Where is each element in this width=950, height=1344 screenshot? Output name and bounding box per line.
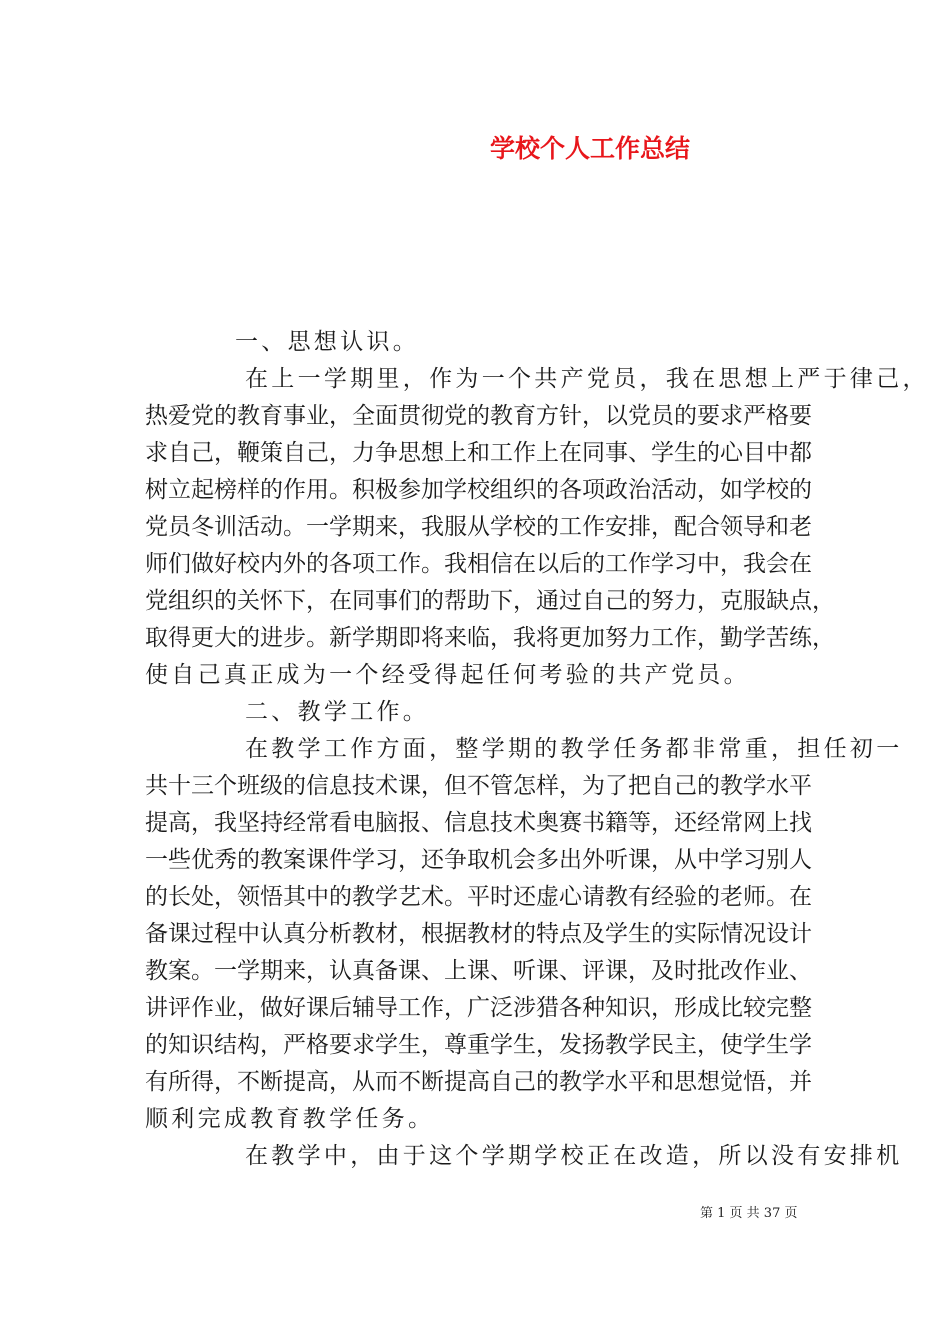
paragraph-line: 顺利完成教育教学任务。 (145, 1106, 435, 1132)
paragraph-line: 党组织的关怀下，在同事们的帮助下，通过自己的努力，克服缺点， (145, 588, 835, 614)
paragraph-line: 讲评作业，做好课后辅导工作，广泛涉猎各种知识，形成比较完整 (145, 995, 812, 1021)
paragraph-line: 树立起榜样的作用。积极参加学校组织的各项政治活动，如学校的 (145, 477, 812, 503)
paragraph-line: 有所得，不断提高，从而不断提高自己的教学水平和思想觉悟，并 (145, 1069, 812, 1095)
paragraph-line: 的长处，领悟其中的教学艺术。平时还虚心请教有经验的老师。在 (145, 884, 812, 910)
section-heading: 一、思想认识。 (235, 329, 420, 355)
paragraph-line: 共十三个班级的信息技术课，但不管怎样，为了把自己的教学水平 (145, 773, 812, 799)
document-body (145, 324, 929, 1175)
paragraph-line: 教案。一学期来，认真备课、上课、听课、评课，及时批改作业、 (145, 958, 812, 984)
paragraph-line: 在上一学期里，作为一个共产党员，我在思想上严于律己， (245, 366, 929, 392)
page-number-footer: 第 1 页 共 37 页 (700, 1206, 798, 1221)
paragraph-line: 的知识结构，严格要求学生，尊重学生，发扬教学民主，使学生学 (145, 1032, 812, 1058)
paragraph-line: 在教学中，由于这个学期学校正在改造，所以没有安排机 (245, 1143, 903, 1169)
paragraph-line: 一些优秀的教案课件学习，还争取机会多出外听课，从中学习别人 (145, 847, 812, 873)
paragraph-line: 师们做好校内外的各项工作。我相信在以后的工作学习中，我会在 (145, 551, 812, 577)
paragraph-line: 党员冬训活动。一学期来，我服从学校的工作安排，配合领导和老 (145, 514, 812, 540)
paragraph-line: 在教学工作方面，整学期的教学任务都非常重，担任初一 (245, 736, 903, 762)
paragraph-line: 备课过程中认真分析教材，根据教材的特点及学生的实际情况设计 (145, 921, 812, 947)
paragraph-line: 求自己，鞭策自己，力争思想上和工作上在同事、学生的心目中都 (145, 440, 812, 466)
document-title: 学校个人工作总结 (489, 134, 690, 163)
paragraph-line: 热爱党的教育事业，全面贯彻党的教育方针，以党员的要求严格要 (145, 403, 812, 429)
paragraph-line: 使自己真正成为一个经受得起任何考验的共产党员。 (145, 662, 750, 688)
paragraph-line: 提高，我坚持经常看电脑报、信息技术奥赛书籍等，还经常网上找 (145, 810, 812, 836)
paragraph-line: 取得更大的进步。新学期即将来临，我将更加努力工作，勤学苦练， (145, 625, 835, 651)
section-heading: 二、教学工作。 (245, 699, 430, 725)
